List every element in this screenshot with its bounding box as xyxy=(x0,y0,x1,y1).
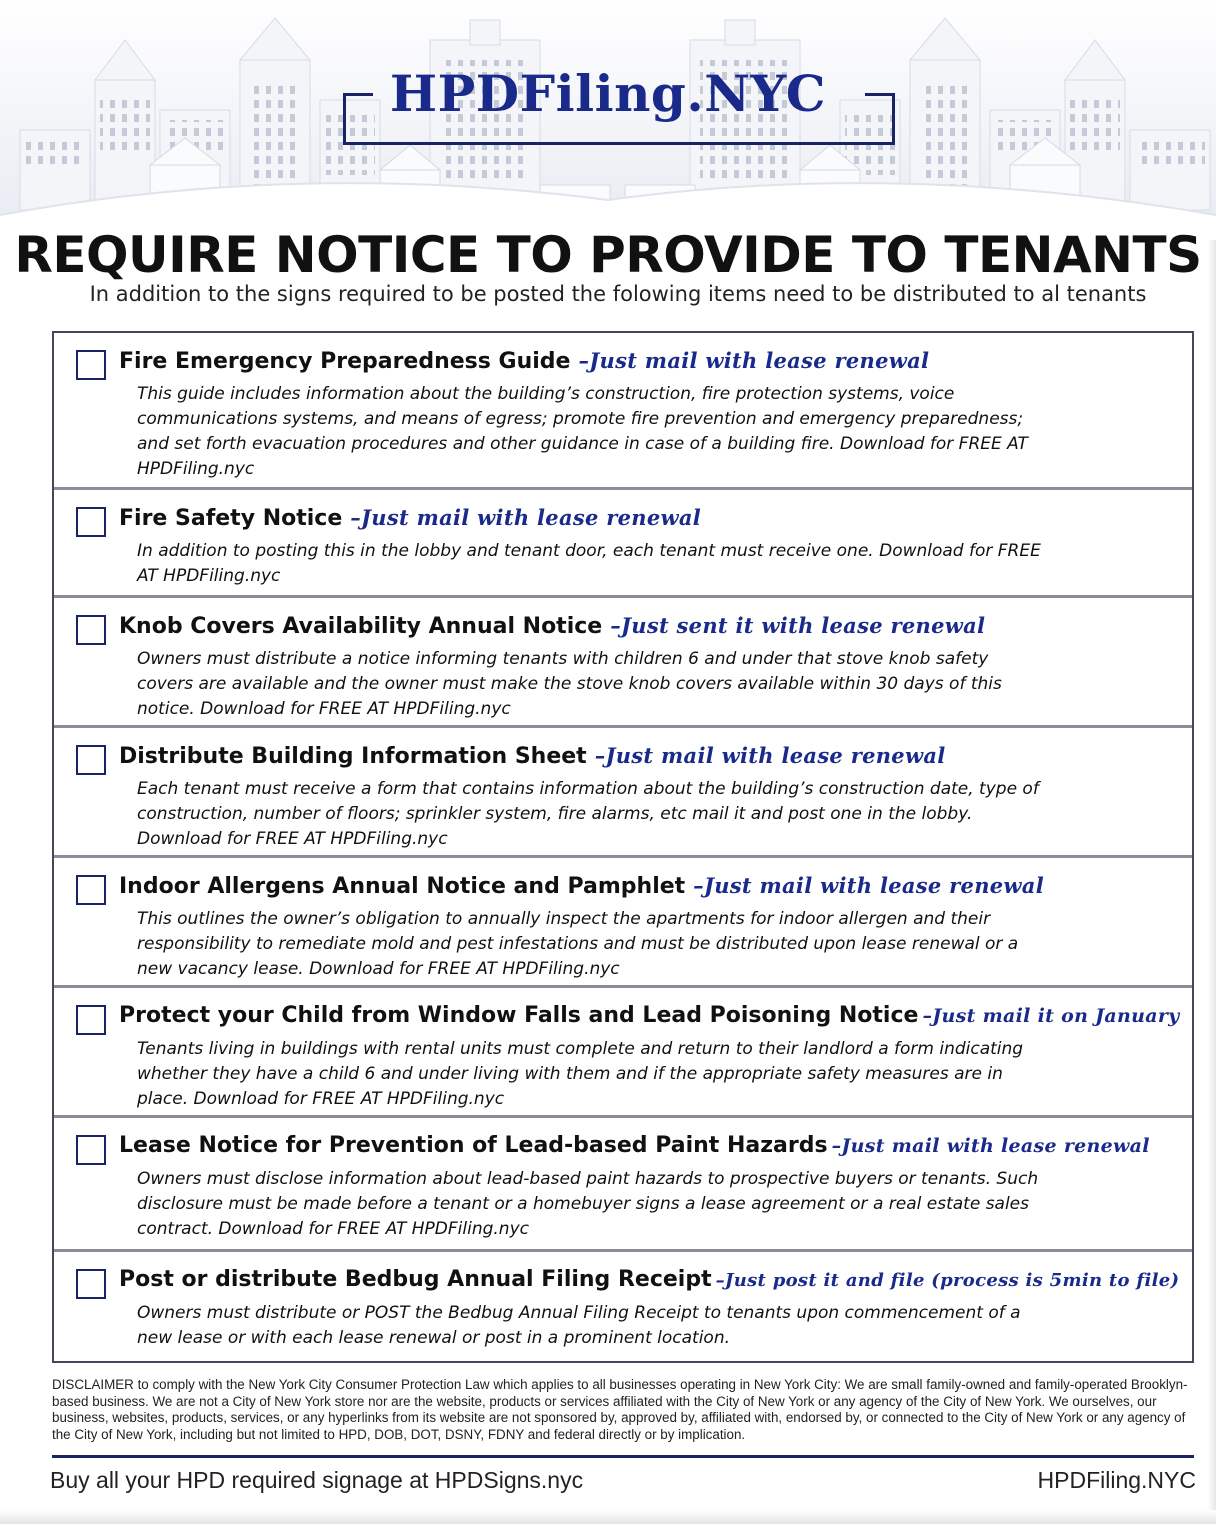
page-bottom-shadow xyxy=(0,1510,1216,1524)
item-checkbox[interactable] xyxy=(76,1005,106,1035)
item-description: Tenants living in buildings with rental units must complete and return to their landlord a form indicating whether they have a child 6 and under living with them and if the appropriate safety measures are in place. Download for FREE AT HPDFiling.nyc xyxy=(137,1039,1024,1109)
checklist-item xyxy=(54,988,1192,1118)
disclaimer-text: DISCLAIMER to comply with the New York City Consumer Protection Law which applies to all businesses operating in New York City: We are small family-owned and family-operated Brooklyn-based business. We are not a City of New York store nor are the website, products or services affiliated with the City of New York or any agency of the City of New York. We ourselves, our business, websites, products, services, or any hyperlinks from its website are not sponsored by, approved by, affiliated with, endorsed by, or connected to the City of New York or any agency of the City of New York, including but not limited to HPD, DOB, DOT, DSNY, FDNY and federal directly or by implication. xyxy=(52,1377,1188,1442)
item-description: This outlines the owner’s obligation to annually inspect the apartments for indoor allergen and their responsibility to remediate mold and pest infestations and must be distributed upon lease renewal or a new vacancy lease. Download for FREE AT HPDFiling.nyc xyxy=(137,909,1019,979)
item-checkbox[interactable] xyxy=(76,745,106,775)
item-title: Distribute Building Information Sheet xyxy=(119,744,587,769)
footer-divider xyxy=(52,1455,1194,1458)
checklist-item xyxy=(54,1252,1192,1361)
footer-signage-link: Buy all your HPD required signage at HPDSigns.nyc xyxy=(50,1467,584,1493)
item-description: Owners must distribute or POST the Bedbug Annual Filing Receipt to tenants upon commencement of a new lease or with each lease renewal or post in a prominent location. xyxy=(137,1303,1021,1348)
item-checkbox[interactable] xyxy=(76,875,106,905)
item-description: Owners must distribute a notice informing tenants with children 6 and under that stove knob safety covers are available and the owner must make the stove knob covers available within 30 days of this notice. Download for FREE AT HPDFiling.nyc xyxy=(137,649,1002,719)
item-note: –Just mail with lease renewal xyxy=(831,1135,1150,1157)
item-description: Owners must disclose information about lead-based paint hazards to prospective buyers or tenants. Such disclosure must be made before a tenant or a homebuyer signs a lease agreement or a real estate sales contract. Download for FREE AT HPDFiling.nyc xyxy=(137,1169,1039,1239)
page-subtitle: In addition to the signs required to be posted the folowing items need to be distributed to al tenants xyxy=(89,282,1147,306)
item-checkbox[interactable] xyxy=(76,1269,106,1299)
item-checkbox[interactable] xyxy=(76,350,106,380)
item-title: Fire Safety Notice xyxy=(119,506,343,531)
item-title: Knob Covers Availability Annual Notice xyxy=(119,614,603,639)
checklist-item xyxy=(54,728,1192,858)
checklist-item xyxy=(54,598,1192,728)
item-checkbox[interactable] xyxy=(76,1135,106,1165)
item-note: –Just mail with lease renewal xyxy=(693,873,1044,898)
item-title: Indoor Allergens Annual Notice and Pamphlet xyxy=(119,874,686,899)
header-skyline xyxy=(0,0,1216,240)
checklist-item xyxy=(54,333,1192,490)
item-note: –Just mail with lease renewal xyxy=(594,743,946,768)
item-description: Each tenant must receive a form that contains information about the building’s construction date, type of construction, number of floors; sprinkler system, fire alarms, etc mail it and post one in the lobby. Download for FREE AT HPDFiling.nyc xyxy=(137,779,1039,849)
page-title: REQUIRE NOTICE TO PROVIDE TO TENANTS xyxy=(14,226,1202,284)
checklist-item xyxy=(54,1118,1192,1252)
item-note: –Just mail with lease renewal xyxy=(578,348,930,373)
checklist-item xyxy=(54,858,1192,988)
checklist-item xyxy=(54,490,1192,598)
brand-logo: HPDFiling.NYC xyxy=(389,64,827,123)
item-note: –Just sent it with lease renewal xyxy=(610,613,986,638)
item-title: Fire Emergency Preparedness Guide xyxy=(119,349,571,374)
item-note: –Just mail with lease renewal xyxy=(350,505,702,530)
item-note: –Just post it and file (process is 5min to file) xyxy=(715,1270,1180,1291)
item-title: Post or distribute Bedbug Annual Filing Receipt xyxy=(119,1267,712,1292)
item-title: Lease Notice for Prevention of Lead-based Paint Hazards xyxy=(119,1133,828,1158)
checklist xyxy=(52,331,1194,1363)
footer-brand: HPDFiling.NYC xyxy=(1037,1467,1196,1493)
item-description: In addition to posting this in the lobby and tenant door, each tenant must receive one. Download for FREE AT HPDFiling.nyc xyxy=(137,541,1041,586)
item-checkbox[interactable] xyxy=(76,507,106,537)
item-checkbox[interactable] xyxy=(76,615,106,645)
item-description: This guide includes information about the building’s construction, fire protection systems, voice communications systems, and means of egress; promote fire prevention and emergency preparedness; and set forth evacuation procedures and other guidance in case of a building fire. Download for FREE AT HPDFiling.nyc xyxy=(137,384,1028,479)
item-title: Protect your Child from Window Falls and Lead Poisoning Notice xyxy=(119,1003,919,1028)
item-note: –Just mail it on January xyxy=(922,1005,1180,1027)
